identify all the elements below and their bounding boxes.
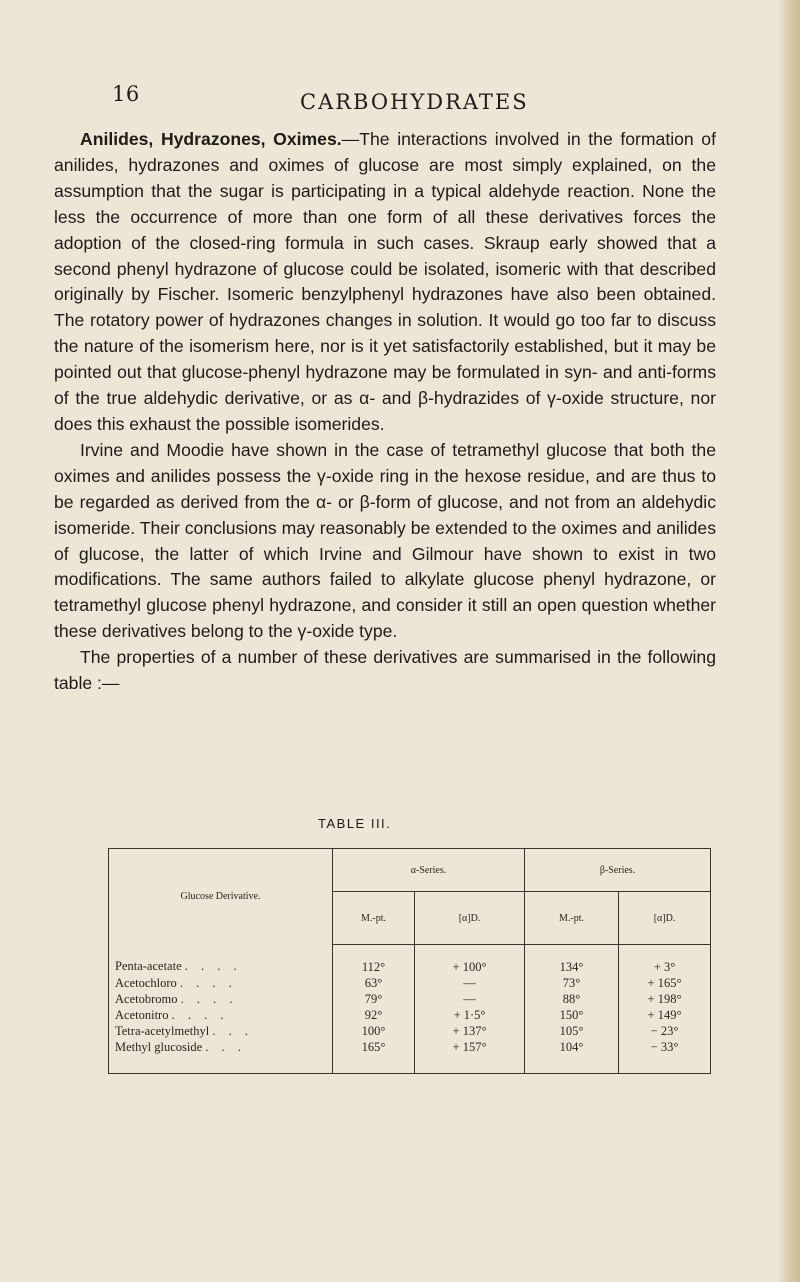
- beta-mpt: 104°: [525, 1039, 619, 1074]
- paragraph-1: [54, 127, 716, 438]
- beta-rotation: + 149°: [619, 1007, 711, 1023]
- beta-rotation: + 165°: [619, 975, 711, 991]
- table-row: [109, 1039, 711, 1074]
- row-name: Penta-acetate . . . .: [109, 945, 333, 976]
- alpha-mpt: 63°: [333, 975, 415, 991]
- beta-rotation: + 198°: [619, 991, 711, 1007]
- running-head: CARBOHYDRATES: [300, 90, 529, 114]
- row-name: Acetochloro . . . .: [109, 975, 333, 991]
- alpha-mpt: 92°: [333, 1007, 415, 1023]
- body-text: [54, 127, 716, 697]
- beta-rotation: − 23°: [619, 1023, 711, 1039]
- table-row: [109, 991, 711, 1007]
- paragraph-1-text: —The interactions involved in the formation of anilides, hydrazones and oximes of glucose are most simply explained, on the assumption that the sugar is participating in a typical aldehyde reaction. None the less the occurrence of more than one form of all these derivatives forces the adoption of the closed-ring formula in such cases. Skraup early showed that a second phenyl hydrazone of glucose could be isolated, isomeric with that described originally by Fischer. Isomeric benzylphenyl hydrazones have also been obtained. The rotatory power of hydrazones changes in solution. It would go too far to discuss the nature of the isomerism here, nor is it yet satisfactorily established, but it may be pointed out that glucose-phenyl hydrazone may be formulated in syn- and anti-forms of the true aldehydic derivative, or as α- and β-hydrazides of γ-oxide structure, nor does this exhaust the possible isomerides.: [54, 129, 716, 434]
- row-name: Tetra-acetylmethyl . . .: [109, 1023, 333, 1039]
- beta-mpt: 150°: [525, 1007, 619, 1023]
- paragraph-3: The properties of a number of these derivatives are summarised in the following table :—: [54, 647, 716, 694]
- header-beta-series: β-Series.: [525, 849, 711, 892]
- header-beta-rotation: [α]D.: [619, 892, 711, 945]
- header-beta-mpt: M.-pt.: [525, 892, 619, 945]
- beta-mpt: 88°: [525, 991, 619, 1007]
- header-alpha-series: α-Series.: [333, 849, 525, 892]
- table-row: [109, 1023, 711, 1039]
- alpha-rotation: + 1·5°: [415, 1007, 525, 1023]
- table-row: [109, 1007, 711, 1023]
- alpha-mpt: 112°: [333, 945, 415, 976]
- alpha-rotation: —: [415, 975, 525, 991]
- header-alpha-mpt: M.-pt.: [333, 892, 415, 945]
- alpha-mpt: 165°: [333, 1039, 415, 1074]
- table-row: [109, 945, 711, 976]
- header-alpha-rotation: [α]D.: [415, 892, 525, 945]
- beta-mpt: 105°: [525, 1023, 619, 1039]
- row-name: Acetonitro . . . .: [109, 1007, 333, 1023]
- page-number: 16: [112, 82, 140, 106]
- table-row: [109, 975, 711, 991]
- row-name: Acetobromo . . . .: [109, 991, 333, 1007]
- alpha-mpt: 100°: [333, 1023, 415, 1039]
- paragraph-2: Irvine and Moodie have shown in the case of tetramethyl glucose that both the oximes and anilides possess the γ-oxide ring in the hexose residue, and are thus to be regarded as derived from the α- or β-form of glucose, and not from an aldehydic isomeride. Their conclusions may reasonably be extended to the oximes and anilides of glucose, the latter of which Irvine and Gilmour have shown to exist in two modifications. The same authors failed to alkylate glucose phenyl hydrazone, or tetramethyl glucose phenyl hydrazone, and consider it still an open question whether these derivatives belong to the γ-oxide type.: [54, 439, 716, 642]
- beta-mpt: 73°: [525, 975, 619, 991]
- beta-rotation: − 33°: [619, 1039, 711, 1074]
- alpha-rotation: —: [415, 991, 525, 1007]
- row-name: Methyl glucoside . . .: [109, 1039, 333, 1074]
- beta-mpt: 134°: [525, 945, 619, 976]
- page-edge: [778, 0, 800, 1282]
- derivatives-table: [108, 848, 711, 1074]
- beta-rotation: + 3°: [619, 945, 711, 976]
- alpha-rotation: + 100°: [415, 945, 525, 976]
- alpha-mpt: 79°: [333, 991, 415, 1007]
- table-title: TABLE III.: [318, 816, 392, 831]
- paragraph-lead: Anilides, Hydrazones, Oximes.: [80, 129, 342, 149]
- alpha-rotation: + 157°: [415, 1039, 525, 1074]
- header-derivative: Glucose Derivative.: [109, 849, 333, 945]
- alpha-rotation: + 137°: [415, 1023, 525, 1039]
